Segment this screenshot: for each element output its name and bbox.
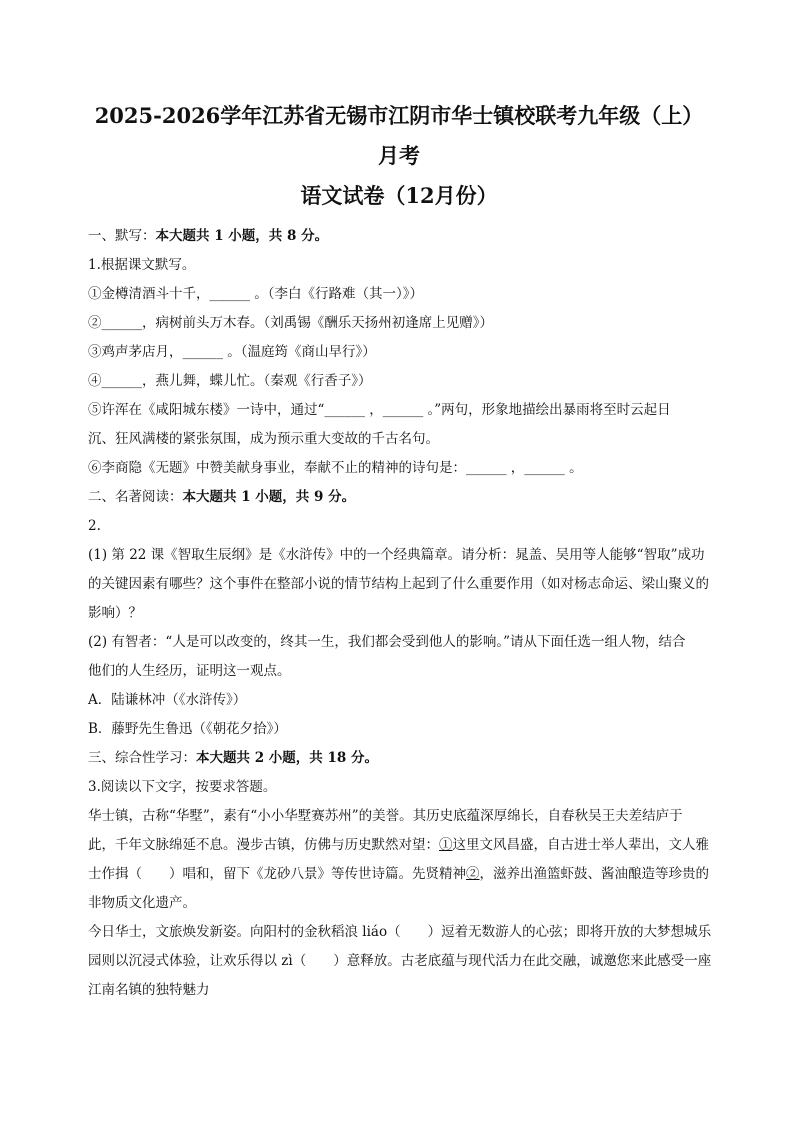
- dictation-item: ①金樽清酒斗十千，______ 。（李白《行路难（其一）》）: [88, 286, 424, 302]
- dictation-item: ②______，病树前头万木春。（刘禹锡《酬乐天扬州初逢席上见赠》）: [88, 315, 493, 331]
- question-2-part1: 的关键因素有哪些？这个事件在整部小说的情节结构上起到了什么重要作用（如对杨志命运、梁山聚义的: [88, 576, 709, 592]
- passage-line: 非物质文化遗产。: [88, 895, 196, 911]
- question-1: 1.根据课文默写。: [88, 257, 196, 273]
- dictation-item: ④______，燕儿舞，蝶儿忙。（秦观《行香子》）: [88, 373, 372, 389]
- marker-2: ②: [466, 866, 480, 882]
- dictation-item: ③鸡声茅店月，______ 。（温庭筠《商山早行》）: [88, 344, 376, 360]
- section3-heading: 三、综合性学习：本大题共 2 小题，共 18 分。: [88, 750, 378, 766]
- passage-line: 士作揖（ ）唱和，留下《龙砂八景》等传世诗篇。先贤精神②，滋养出渔篮虾鼓、酱油酿造等珍贵的: [88, 866, 709, 882]
- question-3: 3.阅读以下文字，按要求答题。: [88, 779, 277, 795]
- passage-line: 园则以沉浸式体验，让欢乐得以 zì（ ）意释放。古老底蕴与现代活力在此交融，诚邀您来此感受一座: [88, 953, 712, 969]
- question-2-part1: (1) 第 22 课《智取生辰纲》是《水浒传》中的一个经典篇章。请分析：晁盖、吴用等人能够“智取”成功: [88, 547, 705, 563]
- passage-line: 今日华士，文旅焕发新姿。向阳村的金秋稻浪 liáo（ ）逗着无数游人的心弦；即将开放的大梦想城乐: [88, 924, 712, 940]
- exam-title-line1: 2025-2026学年江苏省无锡市江阴市华士镇校联考九年级（上）月考: [94, 103, 704, 168]
- option-a: A．陆谦林冲（《水浒传》）: [88, 692, 247, 708]
- dictation-item: ⑤许浑在《咸阳城东楼》一诗中，通过“______ ，______ 。”两句，形象地描绘出暴雨将至时云起日: [88, 402, 671, 418]
- section1-heading: 一、默写：本大题共 1 小题，共 8 分。: [88, 228, 329, 244]
- question-2-part2: 他们的人生经历，证明这一观点。: [88, 663, 291, 679]
- option-b: B．藤野先生鲁迅（《朝花夕拾》）: [88, 721, 287, 737]
- dictation-item: 沉、狂风满楼的紧张氛围，成为预示重大变故的千古名句。: [88, 431, 439, 447]
- section2-heading: 二、名著阅读：本大题共 1 小题，共 9 分。: [88, 489, 356, 505]
- passage-line: 江南名镇的独特魅力: [88, 982, 210, 998]
- question-2-part2: (2) 有智者：“人是可以改变的，终其一生，我们都会受到他人的影响。”请从下面任选一组人物，结合: [88, 634, 686, 650]
- question-2-number: 2.: [88, 518, 101, 534]
- passage-line: 此，千年文脉绵延不息。漫步古镇，仿佛与历史默然对望：①这里文风昌盛，自古进士举人辈出，文人雅: [88, 837, 709, 853]
- dictation-item: ⑥李商隐《无题》中赞美献身事业，奉献不止的精神的诗句是：______ ，______ 。: [88, 460, 583, 476]
- marker-1: ①: [439, 837, 453, 853]
- passage-line: 华士镇，古称“华墅”，素有“小小华墅赛苏州”的美誉。其历史底蕴深厚绵长，自春秋吴王夫差结庐于: [88, 808, 683, 824]
- question-2-part1: 影响）？: [88, 605, 142, 621]
- exam-title-line2: 语文试卷（12月份）: [300, 183, 498, 208]
